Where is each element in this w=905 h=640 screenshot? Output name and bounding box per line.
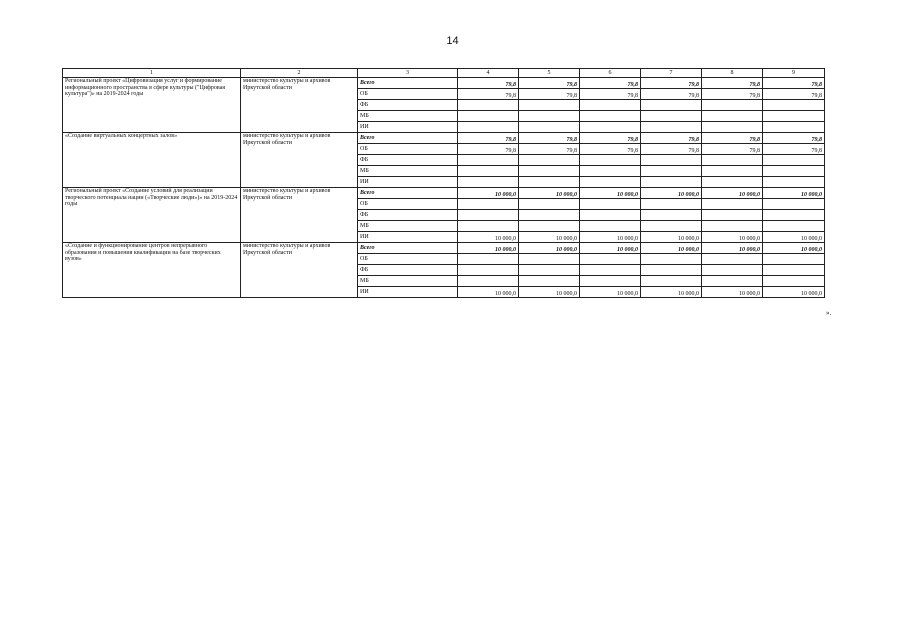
amount-cell <box>763 166 825 177</box>
amount-cell: 79,8 <box>763 133 825 144</box>
amount-cell <box>519 276 580 287</box>
amount-cell <box>702 199 763 210</box>
funding-source-cell: ИИ <box>358 232 458 243</box>
amount-cell <box>641 210 702 221</box>
amount-cell <box>763 276 825 287</box>
funding-source-cell: ФБ <box>358 210 458 221</box>
column-header: 1 <box>63 69 241 78</box>
amount-cell <box>641 155 702 166</box>
funding-source-cell: ОБ <box>358 144 458 155</box>
amount-cell: 79,8 <box>763 89 825 100</box>
amount-cell <box>519 199 580 210</box>
amount-cell <box>458 122 519 133</box>
amount-cell: 10 000,0 <box>519 243 580 254</box>
amount-cell: 10 000,0 <box>519 232 580 243</box>
amount-cell <box>763 177 825 188</box>
project-name-cell: Региональный проект «Цифровизация услуг и формирование информационного пространства в сфере культуры ("Цифровая культура")» на 2019-2024 годы <box>63 78 241 133</box>
amount-cell <box>458 221 519 232</box>
amount-cell <box>641 177 702 188</box>
amount-cell: 10 000,0 <box>641 287 702 298</box>
end-quote-mark: ». <box>826 309 832 317</box>
amount-cell <box>702 177 763 188</box>
table-body <box>63 69 825 298</box>
column-header: 8 <box>702 69 763 78</box>
amount-cell <box>763 221 825 232</box>
table-row <box>63 188 825 199</box>
amount-cell <box>580 265 641 276</box>
column-header: 2 <box>241 69 358 78</box>
column-header: 5 <box>519 69 580 78</box>
amount-cell <box>641 276 702 287</box>
amount-cell <box>519 122 580 133</box>
amount-cell <box>702 265 763 276</box>
amount-cell <box>580 276 641 287</box>
responsible-cell: министерство культуры и архивов Иркутской области <box>241 78 358 133</box>
amount-cell: 79,8 <box>641 144 702 155</box>
responsible-cell: министерство культуры и архивов Иркутской области <box>241 188 358 243</box>
amount-cell: 79,8 <box>702 144 763 155</box>
column-header: 6 <box>580 69 641 78</box>
amount-cell <box>763 122 825 133</box>
amount-cell: 79,8 <box>458 78 519 89</box>
amount-cell <box>458 210 519 221</box>
amount-cell <box>641 221 702 232</box>
amount-cell <box>519 221 580 232</box>
amount-cell: 79,8 <box>580 78 641 89</box>
funding-source-cell: ФБ <box>358 100 458 111</box>
amount-cell: 10 000,0 <box>458 232 519 243</box>
column-header: 9 <box>763 69 825 78</box>
amount-cell: 10 000,0 <box>580 243 641 254</box>
amount-cell: 79,8 <box>519 78 580 89</box>
amount-cell <box>519 155 580 166</box>
amount-cell: 10 000,0 <box>763 243 825 254</box>
amount-cell <box>641 265 702 276</box>
amount-cell: 10 000,0 <box>458 188 519 199</box>
amount-cell <box>580 210 641 221</box>
amount-cell <box>519 254 580 265</box>
funding-source-cell: Всего <box>358 188 458 199</box>
funding-source-cell: ОБ <box>358 199 458 210</box>
funding-source-cell: ОБ <box>358 89 458 100</box>
amount-cell: 79,8 <box>702 78 763 89</box>
budget-table <box>62 68 825 298</box>
amount-cell <box>702 111 763 122</box>
funding-source-cell: Всего <box>358 78 458 89</box>
amount-cell: 79,8 <box>519 144 580 155</box>
amount-cell: 10 000,0 <box>763 232 825 243</box>
amount-cell <box>458 265 519 276</box>
amount-cell: 10 000,0 <box>702 188 763 199</box>
amount-cell <box>641 122 702 133</box>
funding-source-cell: ИИ <box>358 177 458 188</box>
amount-cell: 10 000,0 <box>702 243 763 254</box>
amount-cell <box>519 100 580 111</box>
funding-source-cell: МБ <box>358 111 458 122</box>
amount-cell: 79,8 <box>763 78 825 89</box>
amount-cell <box>702 276 763 287</box>
table-row <box>63 133 825 144</box>
funding-source-cell: ФБ <box>358 265 458 276</box>
amount-cell <box>763 100 825 111</box>
amount-cell <box>580 177 641 188</box>
amount-cell: 10 000,0 <box>580 232 641 243</box>
amount-cell: 79,8 <box>580 144 641 155</box>
page-number: 14 <box>446 35 459 47</box>
amount-cell: 10 000,0 <box>702 287 763 298</box>
funding-source-cell: МБ <box>358 221 458 232</box>
amount-cell: 79,8 <box>458 89 519 100</box>
funding-source-cell: ИИ <box>358 287 458 298</box>
amount-cell <box>580 166 641 177</box>
amount-cell <box>519 111 580 122</box>
column-header-row <box>63 69 825 78</box>
column-header: 4 <box>458 69 519 78</box>
amount-cell <box>458 177 519 188</box>
amount-cell: 10 000,0 <box>580 188 641 199</box>
responsible-cell: министерство культуры и архивов Иркутской области <box>241 243 358 298</box>
amount-cell <box>702 155 763 166</box>
amount-cell <box>763 265 825 276</box>
funding-source-cell: Всего <box>358 133 458 144</box>
amount-cell: 10 000,0 <box>763 287 825 298</box>
table-row <box>63 243 825 254</box>
amount-cell <box>763 210 825 221</box>
amount-cell: 10 000,0 <box>763 188 825 199</box>
amount-cell <box>641 199 702 210</box>
amount-cell <box>458 166 519 177</box>
amount-cell <box>458 155 519 166</box>
amount-cell: 79,8 <box>641 133 702 144</box>
funding-source-cell: ФБ <box>358 155 458 166</box>
amount-cell: 10 000,0 <box>458 243 519 254</box>
amount-cell <box>458 199 519 210</box>
amount-cell: 79,8 <box>458 144 519 155</box>
amount-cell <box>702 210 763 221</box>
amount-cell <box>763 155 825 166</box>
amount-cell <box>519 166 580 177</box>
amount-cell <box>702 221 763 232</box>
amount-cell <box>580 155 641 166</box>
amount-cell <box>702 254 763 265</box>
amount-cell <box>763 254 825 265</box>
amount-cell <box>641 111 702 122</box>
funding-source-cell: МБ <box>358 276 458 287</box>
amount-cell <box>458 100 519 111</box>
amount-cell <box>519 210 580 221</box>
project-name-cell: «Создание и функционирование центров непрерывного образования и повышения квалификации на базе творческих вузов» <box>63 243 241 298</box>
amount-cell: 79,8 <box>641 89 702 100</box>
amount-cell: 10 000,0 <box>641 243 702 254</box>
amount-cell: 79,8 <box>519 89 580 100</box>
amount-cell <box>580 111 641 122</box>
project-name-cell: «Создание виртуальных концертных залов» <box>63 133 241 188</box>
amount-cell <box>519 177 580 188</box>
amount-cell <box>580 254 641 265</box>
amount-cell <box>763 111 825 122</box>
amount-cell: 79,8 <box>702 133 763 144</box>
amount-cell <box>763 199 825 210</box>
amount-cell: 10 000,0 <box>519 188 580 199</box>
amount-cell <box>580 100 641 111</box>
amount-cell: 79,8 <box>641 78 702 89</box>
amount-cell: 79,8 <box>458 133 519 144</box>
amount-cell <box>580 122 641 133</box>
amount-cell: 79,8 <box>580 89 641 100</box>
amount-cell <box>641 100 702 111</box>
funding-source-cell: ОБ <box>358 254 458 265</box>
amount-cell <box>641 166 702 177</box>
amount-cell: 79,8 <box>519 133 580 144</box>
amount-cell <box>458 276 519 287</box>
amount-cell <box>702 166 763 177</box>
funding-source-cell: ИИ <box>358 122 458 133</box>
amount-cell <box>580 221 641 232</box>
column-header: 7 <box>641 69 702 78</box>
amount-cell: 10 000,0 <box>519 287 580 298</box>
amount-cell: 79,8 <box>580 133 641 144</box>
amount-cell: 10 000,0 <box>458 287 519 298</box>
amount-cell: 10 000,0 <box>641 188 702 199</box>
funding-source-cell: МБ <box>358 166 458 177</box>
amount-cell <box>458 111 519 122</box>
amount-cell: 10 000,0 <box>641 232 702 243</box>
amount-cell <box>702 122 763 133</box>
table-row <box>63 78 825 89</box>
amount-cell <box>580 199 641 210</box>
responsible-cell: министерство культуры и архивов Иркутской области <box>241 133 358 188</box>
project-name-cell: Региональный проект «Создание условий для реализации творческого потенциала нации («Творческие люди»)» на 2019-2024 годы <box>63 188 241 243</box>
funding-source-cell: Всего <box>358 243 458 254</box>
amount-cell <box>702 100 763 111</box>
amount-cell: 10 000,0 <box>702 232 763 243</box>
column-header: 3 <box>358 69 458 78</box>
amount-cell: 79,8 <box>763 144 825 155</box>
amount-cell: 79,8 <box>702 89 763 100</box>
amount-cell <box>641 254 702 265</box>
amount-cell <box>519 265 580 276</box>
amount-cell <box>458 254 519 265</box>
amount-cell: 10 000,0 <box>580 287 641 298</box>
